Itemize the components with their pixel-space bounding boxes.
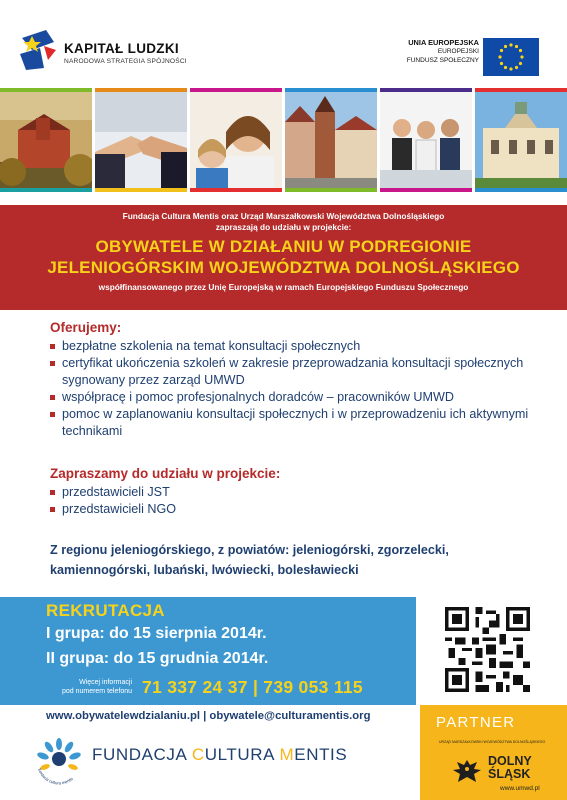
recruitment-box <box>0 597 416 705</box>
bullet-icon <box>50 361 55 366</box>
website-email-link[interactable]: www.obywatelewdzialaniu.pl | obywatele@culturamentis.org <box>46 710 371 722</box>
region-text: Z regionu jeleniogórskiego, z powiatów: jeleniogórski, zgorzelecki, kamiennogórski, lubański, lwówiecki, bolesławiecki <box>50 543 449 577</box>
partner-small-text: URZĄD MARSZAŁKOWSKI WOJEWÓDZTWA DOLNOŚLĄSKIEGO <box>439 740 546 744</box>
people-image <box>190 92 282 192</box>
bullet-icon <box>50 395 55 400</box>
photo-group <box>380 92 472 192</box>
color-bar <box>475 188 567 192</box>
color-bar <box>0 188 92 192</box>
banner-title-1: OBYWATELE W DZIAŁANIU W PODREGIONIE <box>95 237 472 256</box>
invite-list <box>50 484 540 518</box>
kapital-ludzki-subtitle: NARODOWA STRATEGIA SPÓJNOŚCI <box>64 58 187 65</box>
group-image <box>380 92 472 192</box>
castle-image <box>0 92 92 192</box>
kapital-ludzki-title: KAPITAŁ LUDZKI <box>64 41 179 56</box>
kapital-ludzki-logo-icon <box>18 28 58 72</box>
eu-flag-icon <box>483 38 539 76</box>
qr-code-icon[interactable] <box>445 607 530 692</box>
theatre-image <box>475 92 567 192</box>
photo-handshake <box>95 92 187 192</box>
bullet-icon <box>50 490 55 495</box>
list-item: pomoc w zaplanowaniu konsultacji społecznych i w przeprowadzeniu ich aktywnymi technikami <box>50 406 540 440</box>
photo-people <box>190 92 282 192</box>
photo-strip <box>0 88 567 192</box>
dolny-slask-logo: DOLNY ŚLĄSK <box>488 754 532 781</box>
svg-text:fundacja cultura mentis <box>37 768 74 786</box>
partner-heading: PARTNER <box>436 714 516 731</box>
eagle-emblem-icon <box>450 757 484 787</box>
eu-line-3: FUNDUSZ SPOŁECZNY <box>406 56 479 64</box>
banner-intro-2: zapraszają do udziału w projekcie: <box>215 222 352 232</box>
color-bar <box>285 188 377 192</box>
invite-heading: Zapraszamy do udziału w projekcie: <box>50 466 281 481</box>
photo-castle <box>0 92 92 192</box>
foundation-name: FUNDACJA CULTURA MENTIS <box>92 745 348 764</box>
list-item: przedstawicieli JST <box>50 484 540 501</box>
photo-theatre <box>475 92 567 192</box>
eu-line-1: UNIA EUROPEJSKA <box>408 38 479 47</box>
logo-ring-text: fundacja cultura mentis <box>37 767 74 786</box>
eu-line-2: EUROPEJSKI <box>437 48 479 55</box>
bullet-icon <box>50 507 55 512</box>
list-item: certyfikat ukończenia szkoleń w zakresie przeprowadzania konsultacji społecznych sygnowany przez zarząd UMWD <box>50 355 540 389</box>
group-2-deadline: II grupa: do 15 grudnia 2014r. <box>46 650 269 667</box>
group-1-deadline: I grupa: do 15 sierpnia 2014r. <box>46 625 267 642</box>
list-item: współpracę i pomoc profesjonalnych doradców – pracowników UMWD <box>50 389 540 406</box>
banner-title-2: JELENIOGÓRSKIM WOJEWÓDZTWA DOLNOŚLĄSKIEGO <box>47 258 520 277</box>
banner-subtitle: współfinansowanego przez Unię Europejską w ramach Europejskiego Funduszu Społecznego <box>98 282 469 292</box>
photo-town <box>285 92 377 192</box>
partner-box <box>420 705 567 800</box>
more-info-label: Więcej informacji pod numerem telefonu <box>61 679 132 695</box>
bullet-icon <box>50 412 55 417</box>
partner-url-link[interactable]: www.umwd.pl <box>500 785 540 792</box>
handshake-image <box>95 92 187 192</box>
header <box>0 0 567 88</box>
eu-text <box>395 38 479 65</box>
list-item: przedstawicieli NGO <box>50 501 540 518</box>
bullet-icon <box>50 344 55 349</box>
fundacja-cultura-mentis-logo-icon <box>30 735 88 787</box>
color-bar <box>190 188 282 192</box>
list-item: bezpłatne szkolenia na temat konsultacji społecznych <box>50 338 540 355</box>
offer-list <box>50 338 540 440</box>
banner-intro-1: Fundacja Cultura Mentis oraz Urząd Marszałkowski Województwa Dolnośląskiego <box>122 211 445 221</box>
project-banner <box>0 205 567 310</box>
recruitment-heading: REKRUTACJA <box>46 601 165 620</box>
town-image <box>285 92 377 192</box>
color-bar <box>95 188 187 192</box>
color-bar <box>380 188 472 192</box>
phone-numbers[interactable]: 71 337 24 37 | 739 053 115 <box>142 677 363 697</box>
offer-heading: Oferujemy: <box>50 320 122 335</box>
